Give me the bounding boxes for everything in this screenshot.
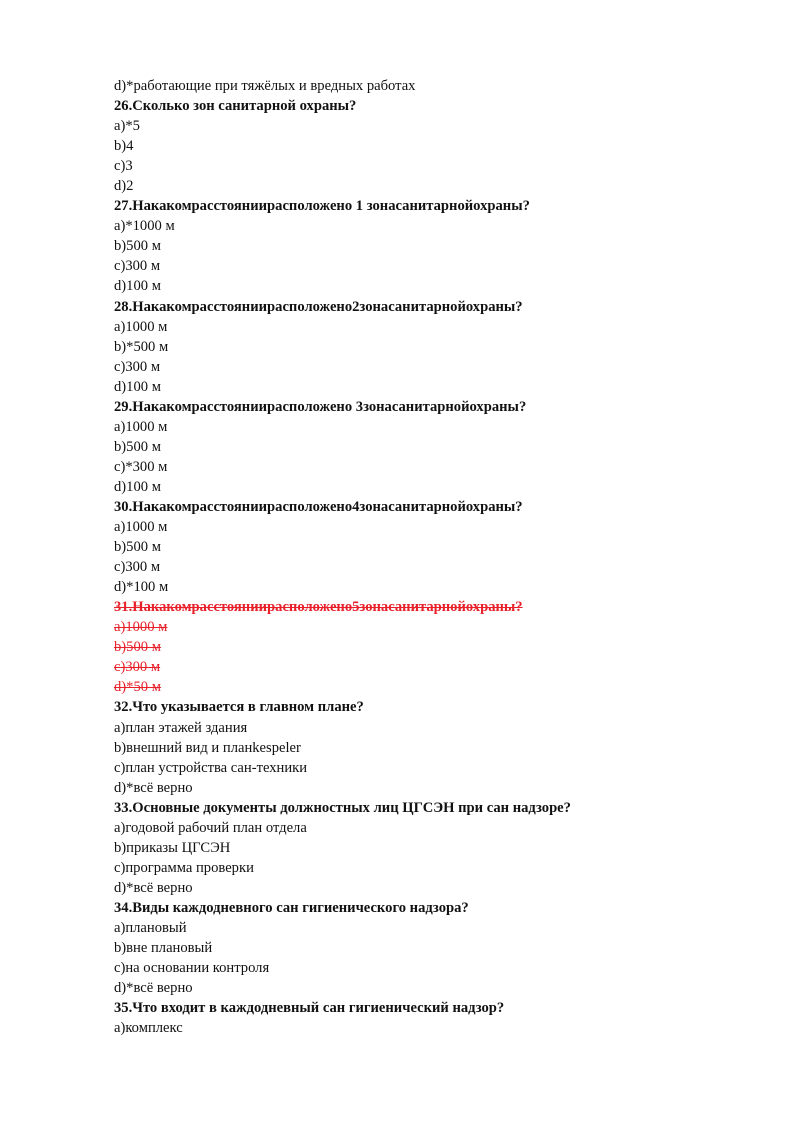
answer-option: c)3 <box>114 158 133 175</box>
answer-option: b)500 м <box>114 238 161 255</box>
answer-option: c)*300 м <box>114 458 168 475</box>
answer-option: c)300 м <box>114 559 161 576</box>
answer-option: d)*100 м <box>114 579 169 596</box>
question-text: 29.Накакомрасстояниирасположено 3зонасанитарнойохраны? <box>114 398 527 415</box>
answer-option: d)100 м <box>114 478 161 495</box>
answer-option: a)план этажей здания <box>114 719 248 736</box>
question-text: 31.Накакомрасстояниирасположено5зонасанитарнойохраны? <box>114 599 523 616</box>
answer-option: d)*всё верно <box>114 779 193 796</box>
answer-option: c)на основании контроля <box>114 960 270 977</box>
answer-option: b)*500 м <box>114 338 169 355</box>
answer-option: d)2 <box>114 178 134 195</box>
answer-option: b)внешний вид и планkespeler <box>114 739 301 756</box>
answer-option: a)1000 м <box>114 418 168 435</box>
answer-option: d)*всё верно <box>114 879 193 896</box>
question-text: 28.Накакомрасстояниирасположено2зонасанитарнойохраны? <box>114 298 523 315</box>
answer-option: a)*5 <box>114 118 140 135</box>
question-text: 32.Что указывается в главном плане? <box>114 699 364 716</box>
answer-option: b)приказы ЦГСЭН <box>114 839 231 856</box>
answer-option: c)300 м <box>114 659 161 676</box>
answer-option: b)500 м <box>114 438 161 455</box>
answer-option: b)500 м <box>114 639 161 656</box>
question-text: 27.Накакомрасстояниирасположено 1 зонасанитарнойохраны? <box>114 198 530 215</box>
question-text: 35.Что входит в каждодневный сан гигиенический надзор? <box>114 1000 505 1017</box>
answer-option: c)программа проверки <box>114 859 254 876</box>
answer-option: d)*всё верно <box>114 980 193 997</box>
answer-option: c)300 м <box>114 358 161 375</box>
answer-option: a)годовой рабочий план отдела <box>114 819 307 836</box>
answer-option: c)300 м <box>114 258 161 275</box>
answer-option: d)*работающие при тяжёлых и вредных работах <box>114 78 416 94</box>
answer-option: d)100 м <box>114 378 161 395</box>
question-text: 30.Накакомрасстояниирасположено4зонасанитарнойохраны? <box>114 498 523 515</box>
answer-option: a)комплекс <box>114 1020 183 1037</box>
answer-option: a)1000 м <box>114 619 168 636</box>
question-text: 26.Сколько зон санитарной охраны? <box>114 98 357 115</box>
answer-option: b)500 м <box>114 539 161 556</box>
answer-option: d)100 м <box>114 278 161 295</box>
answer-option: a)1000 м <box>114 318 168 335</box>
answer-option: a)1000 м <box>114 519 168 536</box>
answer-option: a)*1000 м <box>114 218 175 235</box>
answer-option: d)*50 м <box>114 679 161 696</box>
question-text: 33.Основные документы должностных лиц ЦГСЭН при сан надзоре? <box>114 799 571 816</box>
answer-option: b)вне плановый <box>114 940 213 957</box>
answer-option: b)4 <box>114 138 134 155</box>
question-text: 34.Виды каждодневного сан гигиенического надзора? <box>114 899 469 916</box>
answer-option: c)план устройства сан-техники <box>114 759 308 776</box>
document-page <box>114 76 754 1038</box>
answer-option: a)плановый <box>114 919 187 936</box>
